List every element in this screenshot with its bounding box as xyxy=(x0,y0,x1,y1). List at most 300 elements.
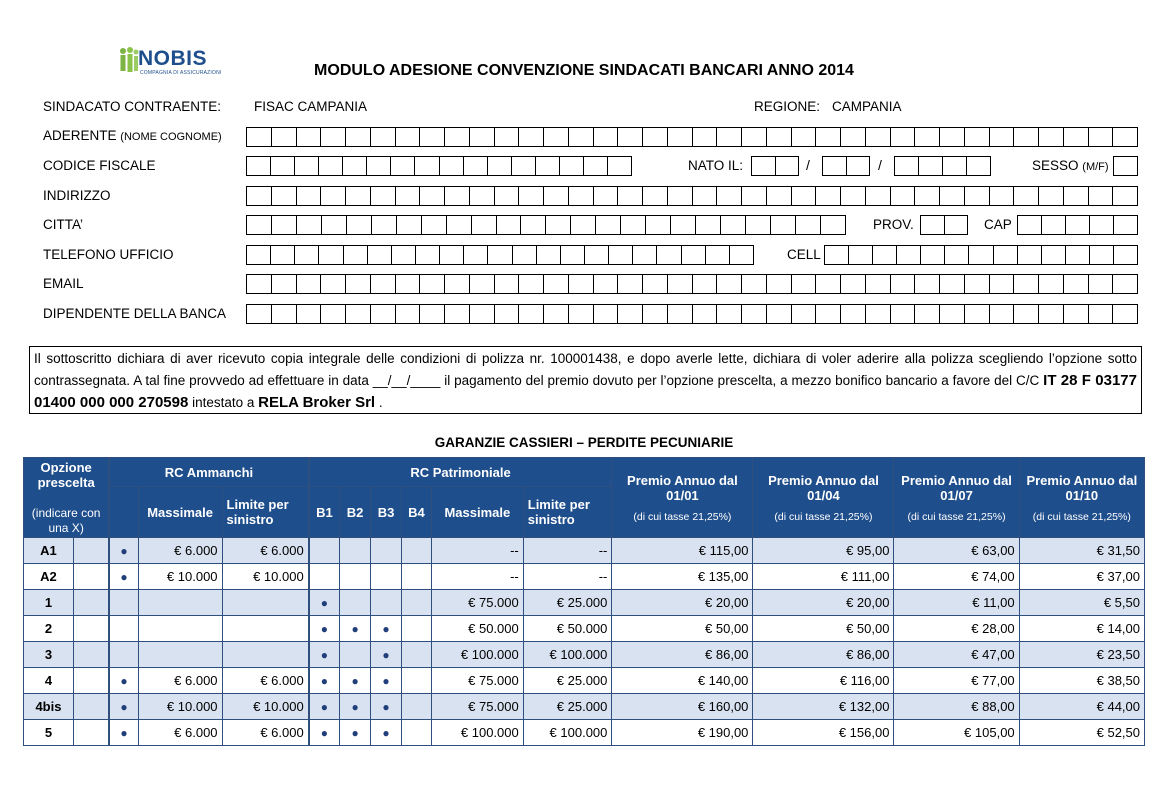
char-box[interactable] xyxy=(495,275,520,293)
char-box[interactable] xyxy=(297,216,322,234)
char-box[interactable] xyxy=(445,128,470,146)
date-separator: / xyxy=(878,157,882,173)
char-box[interactable] xyxy=(594,187,619,205)
char-box[interactable] xyxy=(643,275,668,293)
char-box[interactable] xyxy=(1014,128,1039,146)
char-box[interactable] xyxy=(816,128,841,146)
char-box[interactable] xyxy=(742,128,767,146)
option-select-cell[interactable] xyxy=(73,564,109,590)
char-box[interactable] xyxy=(646,216,671,234)
char-box[interactable] xyxy=(544,128,569,146)
char-box[interactable] xyxy=(717,305,742,323)
char-box[interactable] xyxy=(420,275,445,293)
char-box[interactable] xyxy=(668,275,693,293)
char-box[interactable] xyxy=(445,305,470,323)
am-limite: € 10.000 xyxy=(222,694,309,720)
char-box[interactable] xyxy=(346,128,371,146)
char-box[interactable] xyxy=(693,128,718,146)
char-box[interactable] xyxy=(767,305,792,323)
char-box[interactable] xyxy=(967,157,990,175)
char-box[interactable] xyxy=(915,305,940,323)
char-box[interactable] xyxy=(1089,187,1114,205)
prov-field[interactable] xyxy=(920,215,968,235)
char-box[interactable] xyxy=(940,128,965,146)
char-box[interactable] xyxy=(767,187,792,205)
email-field[interactable] xyxy=(246,274,1138,294)
char-box[interactable] xyxy=(742,187,767,205)
char-box[interactable] xyxy=(519,305,544,323)
char-box[interactable] xyxy=(343,157,367,175)
option-select-cell[interactable] xyxy=(73,668,109,694)
char-box[interactable] xyxy=(792,305,817,323)
b1-cell: ● xyxy=(309,694,340,720)
char-box[interactable] xyxy=(346,305,371,323)
char-box[interactable] xyxy=(346,187,371,205)
char-box[interactable] xyxy=(823,157,847,175)
char-box[interactable] xyxy=(495,305,520,323)
char-box[interactable] xyxy=(440,157,464,175)
indirizzo-label: INDIRIZZO xyxy=(43,188,111,203)
char-box[interactable] xyxy=(585,246,609,264)
option-select-cell[interactable] xyxy=(73,538,109,564)
char-box[interactable] xyxy=(621,216,646,234)
char-box[interactable] xyxy=(470,305,495,323)
char-box[interactable] xyxy=(497,216,522,234)
b1-cell xyxy=(309,538,340,564)
char-box[interactable] xyxy=(940,305,965,323)
char-box[interactable] xyxy=(321,187,346,205)
char-box[interactable] xyxy=(608,157,631,175)
char-box[interactable] xyxy=(321,275,346,293)
char-box[interactable] xyxy=(965,187,990,205)
char-box[interactable] xyxy=(272,275,297,293)
char-box[interactable] xyxy=(596,216,621,234)
char-box[interactable] xyxy=(391,157,415,175)
char-box[interactable] xyxy=(594,275,619,293)
codice-fiscale-field[interactable] xyxy=(246,156,632,176)
char-box[interactable] xyxy=(682,246,706,264)
char-box[interactable] xyxy=(965,275,990,293)
char-box[interactable] xyxy=(873,246,897,264)
char-box[interactable] xyxy=(420,128,445,146)
char-box[interactable] xyxy=(693,305,718,323)
char-box[interactable] xyxy=(371,275,396,293)
char-box[interactable] xyxy=(767,128,792,146)
char-box[interactable] xyxy=(841,305,866,323)
char-box[interactable] xyxy=(866,275,891,293)
char-box[interactable] xyxy=(544,275,569,293)
option-select-cell[interactable] xyxy=(73,720,109,746)
char-box[interactable] xyxy=(513,246,537,264)
char-box[interactable] xyxy=(1089,128,1114,146)
char-box[interactable] xyxy=(271,157,295,175)
cap-field[interactable] xyxy=(1017,215,1138,235)
char-box[interactable] xyxy=(495,128,520,146)
char-box[interactable] xyxy=(1039,275,1064,293)
char-box[interactable] xyxy=(841,275,866,293)
char-box[interactable] xyxy=(1042,246,1066,264)
char-box[interactable] xyxy=(371,305,396,323)
table-row xyxy=(24,564,1145,590)
b4-header: B4 xyxy=(402,487,432,538)
aderente-field[interactable] xyxy=(246,127,1138,147)
char-box[interactable] xyxy=(945,216,968,234)
char-box[interactable] xyxy=(272,187,297,205)
char-box[interactable] xyxy=(368,246,392,264)
char-box[interactable] xyxy=(470,187,495,205)
premio-0107: € 88,00 xyxy=(894,694,1019,720)
char-box[interactable] xyxy=(569,128,594,146)
char-box[interactable] xyxy=(643,128,668,146)
char-box[interactable] xyxy=(847,157,870,175)
char-box[interactable] xyxy=(344,246,368,264)
p-massimale: € 100.000 xyxy=(431,720,523,746)
table-row xyxy=(24,538,1145,564)
char-box[interactable] xyxy=(519,128,544,146)
char-box[interactable] xyxy=(742,305,767,323)
cell-field[interactable] xyxy=(824,245,1138,265)
char-box[interactable] xyxy=(940,187,965,205)
char-box[interactable] xyxy=(544,187,569,205)
char-box[interactable] xyxy=(1089,275,1114,293)
char-box[interactable] xyxy=(495,187,520,205)
char-box[interactable] xyxy=(767,275,792,293)
char-box[interactable] xyxy=(921,246,945,264)
char-box[interactable] xyxy=(372,216,397,234)
char-box[interactable] xyxy=(816,305,841,323)
char-box[interactable] xyxy=(841,128,866,146)
char-box[interactable] xyxy=(297,305,322,323)
b3-cell: ● xyxy=(371,616,402,642)
char-box[interactable] xyxy=(792,275,817,293)
premio-0104: € 156,00 xyxy=(753,720,894,746)
b3-cell: ● xyxy=(371,642,402,668)
char-box[interactable] xyxy=(371,128,396,146)
char-box[interactable] xyxy=(544,305,569,323)
char-box[interactable] xyxy=(1039,128,1064,146)
char-box[interactable] xyxy=(776,157,799,175)
char-box[interactable] xyxy=(536,157,560,175)
b2-cell: ● xyxy=(340,668,371,694)
char-box[interactable] xyxy=(519,275,544,293)
char-box[interactable] xyxy=(1113,187,1137,205)
char-box[interactable] xyxy=(537,246,561,264)
char-box[interactable] xyxy=(569,275,594,293)
char-box[interactable] xyxy=(618,275,643,293)
char-box[interactable] xyxy=(569,305,594,323)
char-box[interactable] xyxy=(618,128,643,146)
char-box[interactable] xyxy=(1039,305,1064,323)
char-box[interactable] xyxy=(247,246,271,264)
b1-cell: ● xyxy=(309,590,340,616)
char-box[interactable] xyxy=(841,187,866,205)
char-box[interactable] xyxy=(396,305,421,323)
char-box[interactable] xyxy=(247,216,272,234)
char-box[interactable] xyxy=(1014,187,1039,205)
char-box[interactable] xyxy=(866,305,891,323)
char-box[interactable] xyxy=(943,157,967,175)
b2-cell: ● xyxy=(340,616,371,642)
char-box[interactable] xyxy=(1066,216,1090,234)
char-box[interactable] xyxy=(272,305,297,323)
char-box[interactable] xyxy=(1018,216,1042,234)
char-box[interactable] xyxy=(1113,275,1137,293)
char-box[interactable] xyxy=(447,216,472,234)
char-box[interactable] xyxy=(643,187,668,205)
regione-value: CAMPANIA xyxy=(832,99,902,114)
char-box[interactable] xyxy=(560,157,584,175)
aderente-label: ADERENTE (NOME COGNOME) xyxy=(43,128,222,143)
char-box[interactable] xyxy=(721,216,746,234)
char-box[interactable] xyxy=(969,246,993,264)
char-box[interactable] xyxy=(965,305,990,323)
am-dot-cell: ● xyxy=(109,720,138,746)
char-box[interactable] xyxy=(717,187,742,205)
char-box[interactable] xyxy=(396,187,421,205)
char-box[interactable] xyxy=(488,157,512,175)
char-box[interactable] xyxy=(671,216,696,234)
char-box[interactable] xyxy=(891,187,916,205)
b1-cell: ● xyxy=(309,668,340,694)
char-box[interactable] xyxy=(915,128,940,146)
char-box[interactable] xyxy=(321,305,346,323)
char-box[interactable] xyxy=(1064,305,1089,323)
char-box[interactable] xyxy=(618,187,643,205)
char-box[interactable] xyxy=(891,128,916,146)
char-box[interactable] xyxy=(512,157,536,175)
char-box[interactable] xyxy=(891,275,916,293)
char-box[interactable] xyxy=(464,246,488,264)
am-limite: € 6.000 xyxy=(222,538,309,564)
premio-0110: € 5,50 xyxy=(1019,590,1144,616)
char-box[interactable] xyxy=(445,187,470,205)
char-box[interactable] xyxy=(521,216,546,234)
char-box[interactable] xyxy=(247,128,272,146)
char-box[interactable] xyxy=(821,216,845,234)
option-select-cell[interactable] xyxy=(73,616,109,642)
char-box[interactable] xyxy=(1089,305,1114,323)
char-box[interactable] xyxy=(319,157,343,175)
char-box[interactable] xyxy=(1064,187,1089,205)
char-box[interactable] xyxy=(796,216,821,234)
char-box[interactable] xyxy=(771,216,796,234)
char-box[interactable] xyxy=(897,246,921,264)
p-limite: € 25.000 xyxy=(523,590,612,616)
char-box[interactable] xyxy=(571,216,596,234)
char-box[interactable] xyxy=(1113,305,1137,323)
char-box[interactable] xyxy=(297,275,322,293)
char-box[interactable] xyxy=(866,128,891,146)
citta-field[interactable] xyxy=(246,215,846,235)
char-box[interactable] xyxy=(668,128,693,146)
char-box[interactable] xyxy=(271,246,295,264)
char-box[interactable] xyxy=(965,128,990,146)
p-limite: € 25.000 xyxy=(523,668,612,694)
am-limite: € 6.000 xyxy=(222,720,309,746)
premio-0101: € 160,00 xyxy=(612,694,753,720)
char-box[interactable] xyxy=(367,157,391,175)
char-box[interactable] xyxy=(1090,246,1114,264)
option-select-cell[interactable] xyxy=(73,642,109,668)
premio-0101: € 86,00 xyxy=(612,642,753,668)
char-box[interactable] xyxy=(247,275,272,293)
char-box[interactable] xyxy=(915,275,940,293)
char-box[interactable] xyxy=(717,128,742,146)
option-label: 4 xyxy=(24,668,74,694)
char-box[interactable] xyxy=(895,157,919,175)
char-box[interactable] xyxy=(990,187,1015,205)
char-box[interactable] xyxy=(295,246,319,264)
char-box[interactable] xyxy=(990,305,1015,323)
char-box[interactable] xyxy=(470,128,495,146)
char-box[interactable] xyxy=(717,275,742,293)
b2-cell: ● xyxy=(340,694,371,720)
char-box[interactable] xyxy=(921,216,945,234)
char-box[interactable] xyxy=(891,305,916,323)
option-select-cell[interactable] xyxy=(73,694,109,720)
char-box[interactable] xyxy=(849,246,873,264)
char-box[interactable] xyxy=(272,216,297,234)
char-box[interactable] xyxy=(295,157,319,175)
char-box[interactable] xyxy=(322,216,347,234)
char-box[interactable] xyxy=(415,157,439,175)
char-box[interactable] xyxy=(618,305,643,323)
option-label: 3 xyxy=(24,642,74,668)
char-box[interactable] xyxy=(1114,216,1137,234)
char-box[interactable] xyxy=(464,157,488,175)
char-box[interactable] xyxy=(1114,246,1137,264)
char-box[interactable] xyxy=(994,246,1018,264)
char-box[interactable] xyxy=(746,216,771,234)
birth-day-field[interactable] xyxy=(751,156,799,176)
birth-year-field[interactable] xyxy=(894,156,991,176)
char-box[interactable] xyxy=(1066,246,1090,264)
char-box[interactable] xyxy=(945,246,969,264)
char-box[interactable] xyxy=(1018,246,1042,264)
char-box[interactable] xyxy=(297,128,322,146)
option-select-cell[interactable] xyxy=(73,590,109,616)
premio-0104: € 86,00 xyxy=(753,642,894,668)
char-box[interactable] xyxy=(247,305,272,323)
char-box[interactable] xyxy=(488,246,512,264)
char-box[interactable] xyxy=(397,216,422,234)
char-box[interactable] xyxy=(319,246,343,264)
char-box[interactable] xyxy=(346,275,371,293)
char-box[interactable] xyxy=(297,187,322,205)
char-box[interactable] xyxy=(990,128,1015,146)
char-box[interactable] xyxy=(657,246,681,264)
char-box[interactable] xyxy=(825,246,849,264)
char-box[interactable] xyxy=(594,128,619,146)
char-box[interactable] xyxy=(472,216,497,234)
premio-0110: € 31,50 xyxy=(1019,538,1144,564)
char-box[interactable] xyxy=(422,216,447,234)
b2-cell xyxy=(340,642,371,668)
char-box[interactable] xyxy=(272,128,297,146)
option-label: 1 xyxy=(24,590,74,616)
char-box[interactable] xyxy=(1042,216,1066,234)
codice-fiscale-label: CODICE FISCALE xyxy=(43,158,156,173)
char-box[interactable] xyxy=(1064,128,1089,146)
b1-cell xyxy=(309,564,340,590)
char-box[interactable] xyxy=(693,187,718,205)
char-box[interactable] xyxy=(396,275,421,293)
char-box[interactable] xyxy=(519,187,544,205)
sesso-field[interactable] xyxy=(1113,156,1138,176)
char-box[interactable] xyxy=(668,187,693,205)
char-box[interactable] xyxy=(706,246,730,264)
b3-cell: ● xyxy=(371,720,402,746)
char-box[interactable] xyxy=(730,246,753,264)
char-box[interactable] xyxy=(940,275,965,293)
telefono-field[interactable] xyxy=(246,245,754,265)
char-box[interactable] xyxy=(561,246,585,264)
char-box[interactable] xyxy=(915,187,940,205)
citta-label: CITTA’ xyxy=(43,217,83,232)
char-box[interactable] xyxy=(416,246,440,264)
b2-cell: ● xyxy=(340,720,371,746)
char-box[interactable] xyxy=(420,305,445,323)
dipendente-field[interactable] xyxy=(246,304,1138,324)
char-box[interactable] xyxy=(792,187,817,205)
char-box[interactable] xyxy=(396,128,421,146)
char-box[interactable] xyxy=(347,216,372,234)
char-box[interactable] xyxy=(445,275,470,293)
char-box[interactable] xyxy=(546,216,571,234)
char-box[interactable] xyxy=(392,246,416,264)
char-box[interactable] xyxy=(668,305,693,323)
char-box[interactable] xyxy=(440,246,464,264)
char-box[interactable] xyxy=(1014,275,1039,293)
char-box[interactable] xyxy=(609,246,633,264)
b1-cell: ● xyxy=(309,642,340,668)
char-box[interactable] xyxy=(752,157,776,175)
char-box[interactable] xyxy=(866,187,891,205)
char-box[interactable] xyxy=(816,275,841,293)
char-box[interactable] xyxy=(1114,157,1137,175)
char-box[interactable] xyxy=(470,275,495,293)
char-box[interactable] xyxy=(247,187,272,205)
b3-cell xyxy=(371,590,402,616)
char-box[interactable] xyxy=(792,128,817,146)
indirizzo-field[interactable] xyxy=(246,186,1138,206)
char-box[interactable] xyxy=(371,187,396,205)
char-box[interactable] xyxy=(696,216,721,234)
char-box[interactable] xyxy=(1039,187,1064,205)
char-box[interactable] xyxy=(643,305,668,323)
char-box[interactable] xyxy=(594,305,619,323)
char-box[interactable] xyxy=(742,275,767,293)
char-box[interactable] xyxy=(584,157,608,175)
char-box[interactable] xyxy=(816,187,841,205)
char-box[interactable] xyxy=(990,275,1015,293)
char-box[interactable] xyxy=(247,157,271,175)
char-box[interactable] xyxy=(1090,216,1114,234)
char-box[interactable] xyxy=(919,157,943,175)
char-box[interactable] xyxy=(569,187,594,205)
birth-month-field[interactable] xyxy=(822,156,870,176)
char-box[interactable] xyxy=(321,128,346,146)
char-box[interactable] xyxy=(1064,275,1089,293)
char-box[interactable] xyxy=(420,187,445,205)
premio-0107: € 47,00 xyxy=(894,642,1019,668)
char-box[interactable] xyxy=(693,275,718,293)
char-box[interactable] xyxy=(633,246,657,264)
premio-0101: € 135,00 xyxy=(612,564,753,590)
char-box[interactable] xyxy=(1014,305,1039,323)
char-box[interactable] xyxy=(1113,128,1137,146)
am-select-header xyxy=(109,487,138,538)
